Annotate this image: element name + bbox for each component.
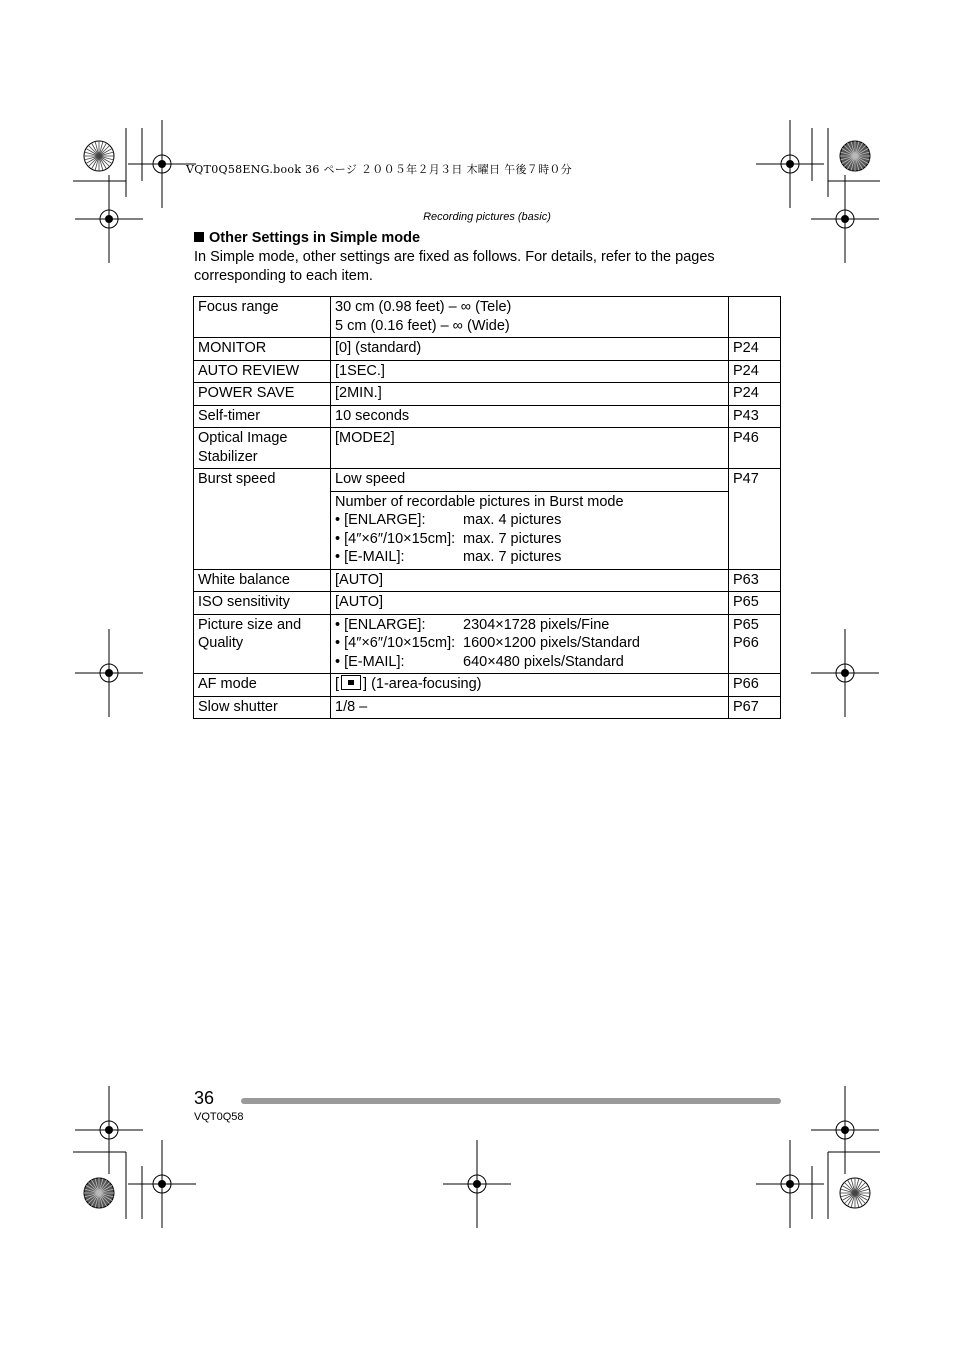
registration-dot <box>841 669 849 677</box>
setting-label: Slow shutter <box>194 696 331 719</box>
page-ref: P24 <box>729 338 781 361</box>
registration-dot <box>841 1126 849 1134</box>
setting-label: Burst speed <box>194 469 331 570</box>
setting-label: Focus range <box>194 297 331 338</box>
setting-value <box>331 297 729 338</box>
setting-value: [AUTO] <box>331 569 729 592</box>
table-row-slow-shutter <box>194 696 781 719</box>
model-code: VQT0Q58 <box>194 1111 244 1123</box>
registration-dot <box>105 669 113 677</box>
page-ref: P67 <box>729 696 781 719</box>
page-ref: P66 <box>729 674 781 697</box>
square-bullet-icon <box>194 232 204 242</box>
setting-label: Self-timer <box>194 405 331 428</box>
list-item: • [4″×6″/10×15cm]: max. 7 pictures <box>335 530 562 547</box>
table-row-burst-speed <box>194 469 781 492</box>
setting-value: [2MIN.] <box>331 383 729 406</box>
setting-value <box>331 491 729 569</box>
list-item: • [E-MAIL]: max. 7 pictures <box>335 549 562 565</box>
setting-label: AF mode <box>194 674 331 697</box>
page-ref: P46 <box>729 428 781 469</box>
registration-dot <box>786 160 794 168</box>
section-title <box>194 230 420 246</box>
af-1area-icon <box>341 675 361 690</box>
table-row-white-balance <box>194 569 781 592</box>
page-ref: P24 <box>729 383 781 406</box>
setting-value: 10 seconds <box>331 405 729 428</box>
setting-label: Optical Image Stabilizer <box>194 428 331 469</box>
focus-tele: 30 cm (0.98 feet) – ∞ (Tele) <box>335 299 512 315</box>
registration-dot <box>105 1126 113 1134</box>
setting-value: [0] (standard) <box>331 338 729 361</box>
setting-value: [ ] (1-area-focusing) <box>331 674 729 697</box>
table-row-power-save <box>194 383 781 406</box>
list-item: • [4″×6″/10×15cm]: 1600×1200 pixels/Standard <box>335 635 640 651</box>
table-row-iso-sensitivity <box>194 592 781 615</box>
list-item: • [ENLARGE]: max. 4 pictures <box>335 512 562 528</box>
page-ref: P65 P66 <box>729 614 781 674</box>
list-item: • [ENLARGE]: 2304×1728 pixels/Fine <box>335 616 610 633</box>
setting-value: [1SEC.] <box>331 360 729 383</box>
table-row-self-timer <box>194 405 781 428</box>
page-ref: P65 <box>729 592 781 615</box>
setting-label: POWER SAVE <box>194 383 331 406</box>
setting-value: [AUTO] <box>331 592 729 615</box>
registration-dot <box>473 1180 481 1188</box>
page-number: 36 <box>194 1088 215 1108</box>
table-row-af-mode <box>194 674 781 697</box>
page-ref: P63 <box>729 569 781 592</box>
setting-label: MONITOR <box>194 338 331 361</box>
page-ref <box>729 297 781 338</box>
registration-dot <box>158 1180 166 1188</box>
table-row-optical-image-stabilizer <box>194 428 781 469</box>
table-row-monitor <box>194 338 781 361</box>
setting-label: White balance <box>194 569 331 592</box>
page-ref: P24 <box>729 360 781 383</box>
settings-table <box>193 296 781 719</box>
focus-wide: 5 cm (0.16 feet) – ∞ (Wide) <box>335 317 510 334</box>
burst-count-heading: Number of recordable pictures in Burst mode <box>335 493 624 510</box>
setting-label: Picture size and Quality <box>194 614 331 674</box>
setting-value: Low speed <box>331 469 729 492</box>
page-ref: P47 <box>729 469 781 570</box>
table-row-auto-review <box>194 360 781 383</box>
page-bar <box>241 1098 781 1104</box>
list-item: • [E-MAIL]: 640×480 pixels/Standard <box>335 653 624 670</box>
setting-label: ISO sensitivity <box>194 592 331 615</box>
setting-label: AUTO REVIEW <box>194 360 331 383</box>
section-intro: In Simple mode, other settings are fixed as follows. For details, refer to the pages corresponding to each item. <box>194 249 715 284</box>
table-row-picture-size <box>194 614 781 674</box>
print-header: VQT0Q58ENG.book 36 ページ ２００５年２月３日 木曜日 午後７時０分 <box>186 163 572 176</box>
running-head: Recording pictures (basic) <box>423 211 551 223</box>
setting-value: 1/8 – <box>331 696 729 719</box>
table-row-focus-range <box>194 297 781 338</box>
setting-value: [MODE2] <box>331 428 729 469</box>
setting-value <box>331 614 729 674</box>
section-title-text: Other Settings in Simple mode <box>209 230 421 246</box>
registration-dot <box>158 160 166 168</box>
page-ref: P43 <box>729 405 781 428</box>
registration-dot <box>786 1180 794 1188</box>
